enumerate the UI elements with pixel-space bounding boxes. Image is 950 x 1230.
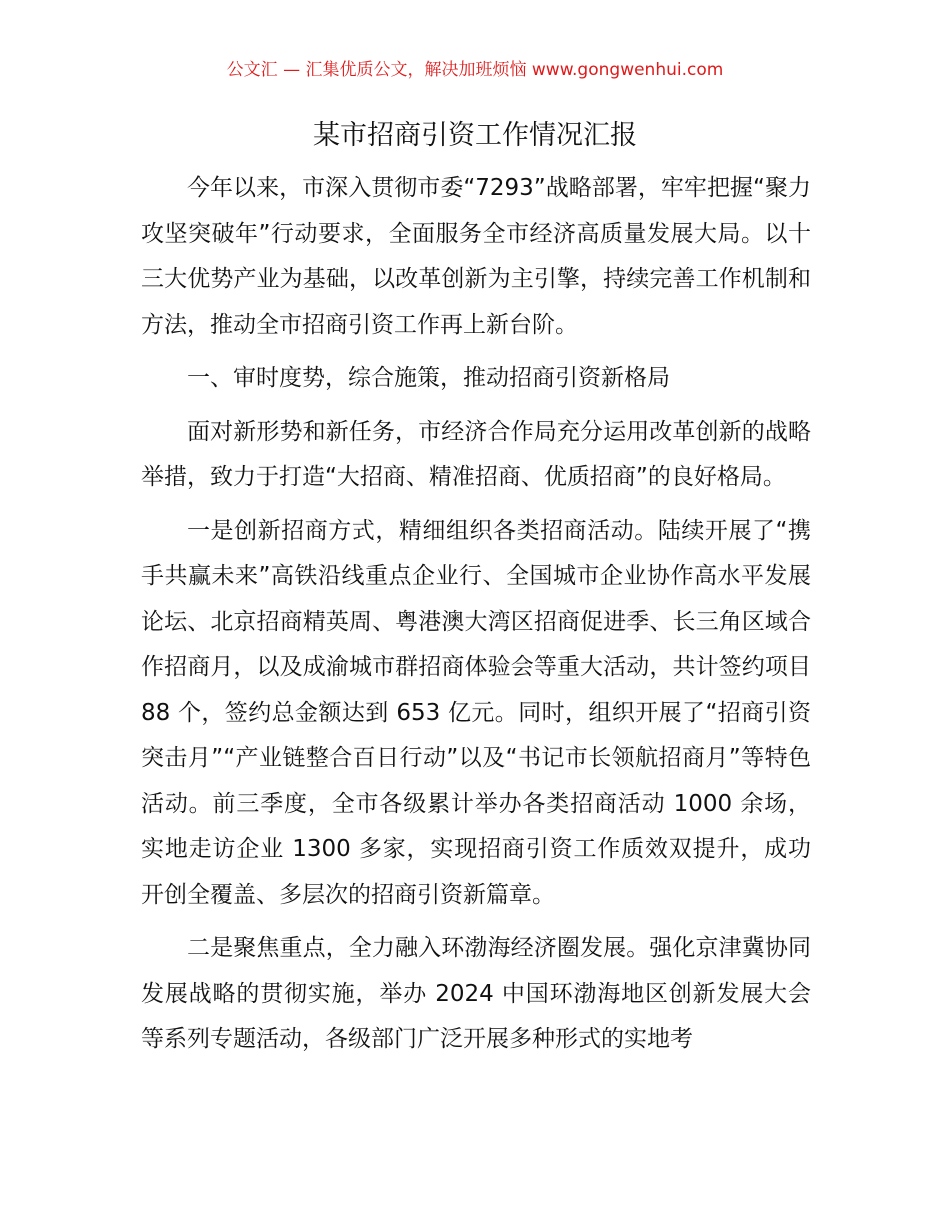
paragraph-intro: 今年以来，市深入贯彻市委“7293”战略部署，牢牢把握“聚力攻坚突破年”行动要求，全面服务全市经济高质量发展大局。以十三大优势产业为基础，以改革创新为主引擎，持续完善工作机制和方法，推动全市招商引资工作再上新台阶。 xyxy=(141,175,811,338)
site-header-banner: 公文汇 — 汇集优质公文，解决加班烦恼 www.gongwenhui.com xyxy=(226,60,724,80)
document-body xyxy=(141,166,811,1063)
paragraph-point-2: 二是聚焦重点，全力融入环渤海经济圈发展。强化京津冀协同发展战略的贯彻实施，举办 2024 中国环渤海地区创新发展大会等系列专题活动，各级部门广泛开展多种形式的实地考 xyxy=(141,935,811,1052)
paragraph-point-1: 一是创新招商方式，精细组织各类招商活动。陆续开展了“携手共赢未来”高铁沿线重点企业行、全国城市企业协作高水平发展论坛、北京招商精英周、粤港澳大湾区招商促进季、长三角区域合作招商月，以及成渝城市群招商体验会等重大活动，共计签约项目 88 个，签约总金额达到 653 亿元。同时，组织开展了“招商引资突击月”“产业链整合百日行动”以及“书记市长领航招商月”等特色活动。前三季度，全市各级累计举办各类招商活动 1000 余场，实地走访企业 1300 多家，实现招商引资工作质效双提升，成功开创全覆盖、多层次的招商引资新篇章。 xyxy=(141,517,811,908)
section-heading-1: 一、审时度势，综合施策，推动招商引资新格局 xyxy=(187,365,670,391)
document-title: 某市招商引资工作情况汇报 xyxy=(313,120,637,151)
paragraph-section-1-intro: 面对新形势和新任务，市经济合作局充分运用改革创新的战略举措，致力于打造“大招商、精准招商、优质招商”的良好格局。 xyxy=(141,418,811,490)
